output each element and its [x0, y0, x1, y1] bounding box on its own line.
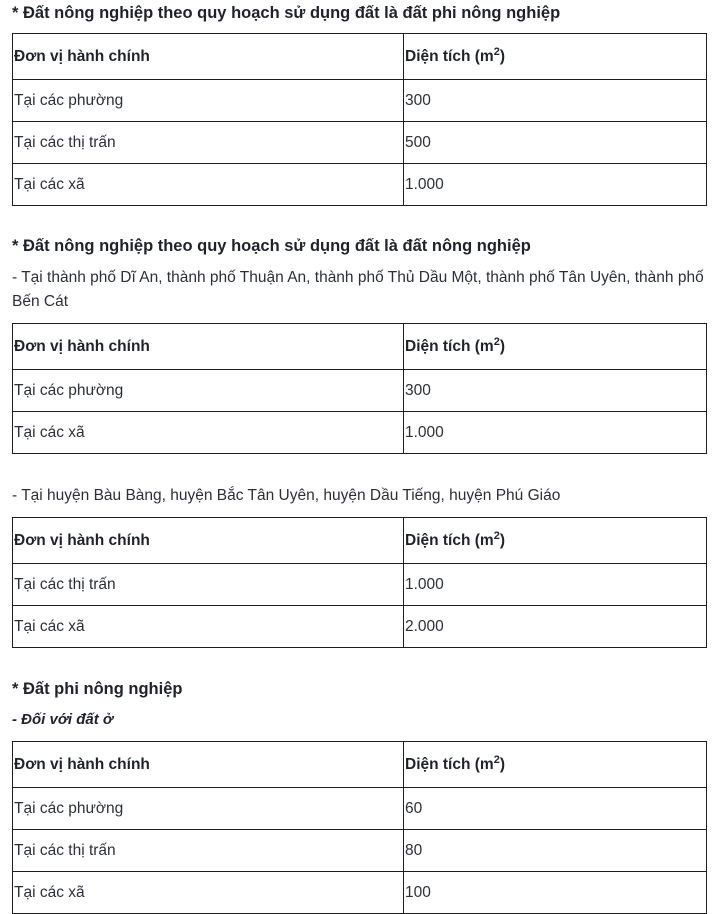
table-row [13, 370, 707, 412]
table-row [13, 122, 707, 164]
table-row [13, 788, 707, 830]
area-cell: 500 [404, 122, 707, 164]
unit-cell: Tại các thị trấn [13, 122, 404, 164]
area-cell: 1.000 [404, 164, 707, 206]
area-cell: 1.000 [404, 564, 707, 606]
section1-heading: * Đất nông nghiệp theo quy hoạch sử dụng đất là đất phi nông nghiệp [12, 4, 561, 22]
col-area-header: Diện tích $(m^2)$ [404, 518, 707, 564]
table-header-row [13, 518, 707, 564]
col-unit-header: Đơn vị hành chính [13, 742, 404, 788]
col-area-header: Diện tích $(m^2)$ [404, 324, 707, 370]
section3-heading: * Đất phi nông nghiệp [12, 680, 183, 698]
unit-cell: Tại các xã [13, 606, 404, 648]
col-unit-header: Đơn vị hành chính [13, 518, 404, 564]
table-row [13, 564, 707, 606]
section2-heading: * Đất nông nghiệp theo quy hoạch sử dụng đất là đất nông nghiệp [12, 237, 531, 255]
table-row [13, 164, 707, 206]
col-unit-header: Đơn vị hành chính [13, 34, 404, 80]
area-cell: 300 [404, 370, 707, 412]
area-cell: 60 [404, 788, 707, 830]
unit-cell: Tại các thị trấn [13, 830, 404, 872]
unit-cell: Tại các thị trấn [13, 564, 404, 606]
section3-table [12, 741, 707, 914]
unit-cell: Tại các xã [13, 164, 404, 206]
section3-subheading: - Đối với đất ở [12, 711, 113, 728]
unit-cell: Tại các xã [13, 872, 404, 914]
area-cell: 300 [404, 80, 707, 122]
area-cell: 2.000 [404, 606, 707, 648]
section2-table2 [12, 517, 707, 648]
col-area-header: Diện tích $(m^2)$ [404, 742, 707, 788]
table-row [13, 606, 707, 648]
section2-note2: - Tại huyện Bàu Bàng, huyện Bắc Tân Uyên, huyện Dầu Tiếng, huyện Phú Giáo [12, 487, 561, 504]
table-row [13, 830, 707, 872]
section2-note1: - Tại thành phố Dĩ An, thành phố Thuận An, thành phố Thủ Dầu Một, thành phố Tân Uyên, thành phố Bến Cát [12, 269, 704, 310]
unit-cell: Tại các phường [13, 788, 404, 830]
unit-cell: Tại các xã [13, 412, 404, 454]
unit-cell: Tại các phường [13, 370, 404, 412]
table-header-row [13, 34, 707, 80]
col-area-header: Diện tích $(m^2)$ [404, 34, 707, 80]
table-header-row [13, 324, 707, 370]
section1-table [12, 33, 707, 206]
area-cell: 1.000 [404, 412, 707, 454]
table-header-row [13, 742, 707, 788]
area-cell: 80 [404, 830, 707, 872]
table-row [13, 80, 707, 122]
col-unit-header: Đơn vị hành chính [13, 324, 404, 370]
table-row [13, 412, 707, 454]
unit-cell: Tại các phường [13, 80, 404, 122]
area-cell: 100 [404, 872, 707, 914]
table-row [13, 872, 707, 914]
section2-table1 [12, 323, 707, 454]
